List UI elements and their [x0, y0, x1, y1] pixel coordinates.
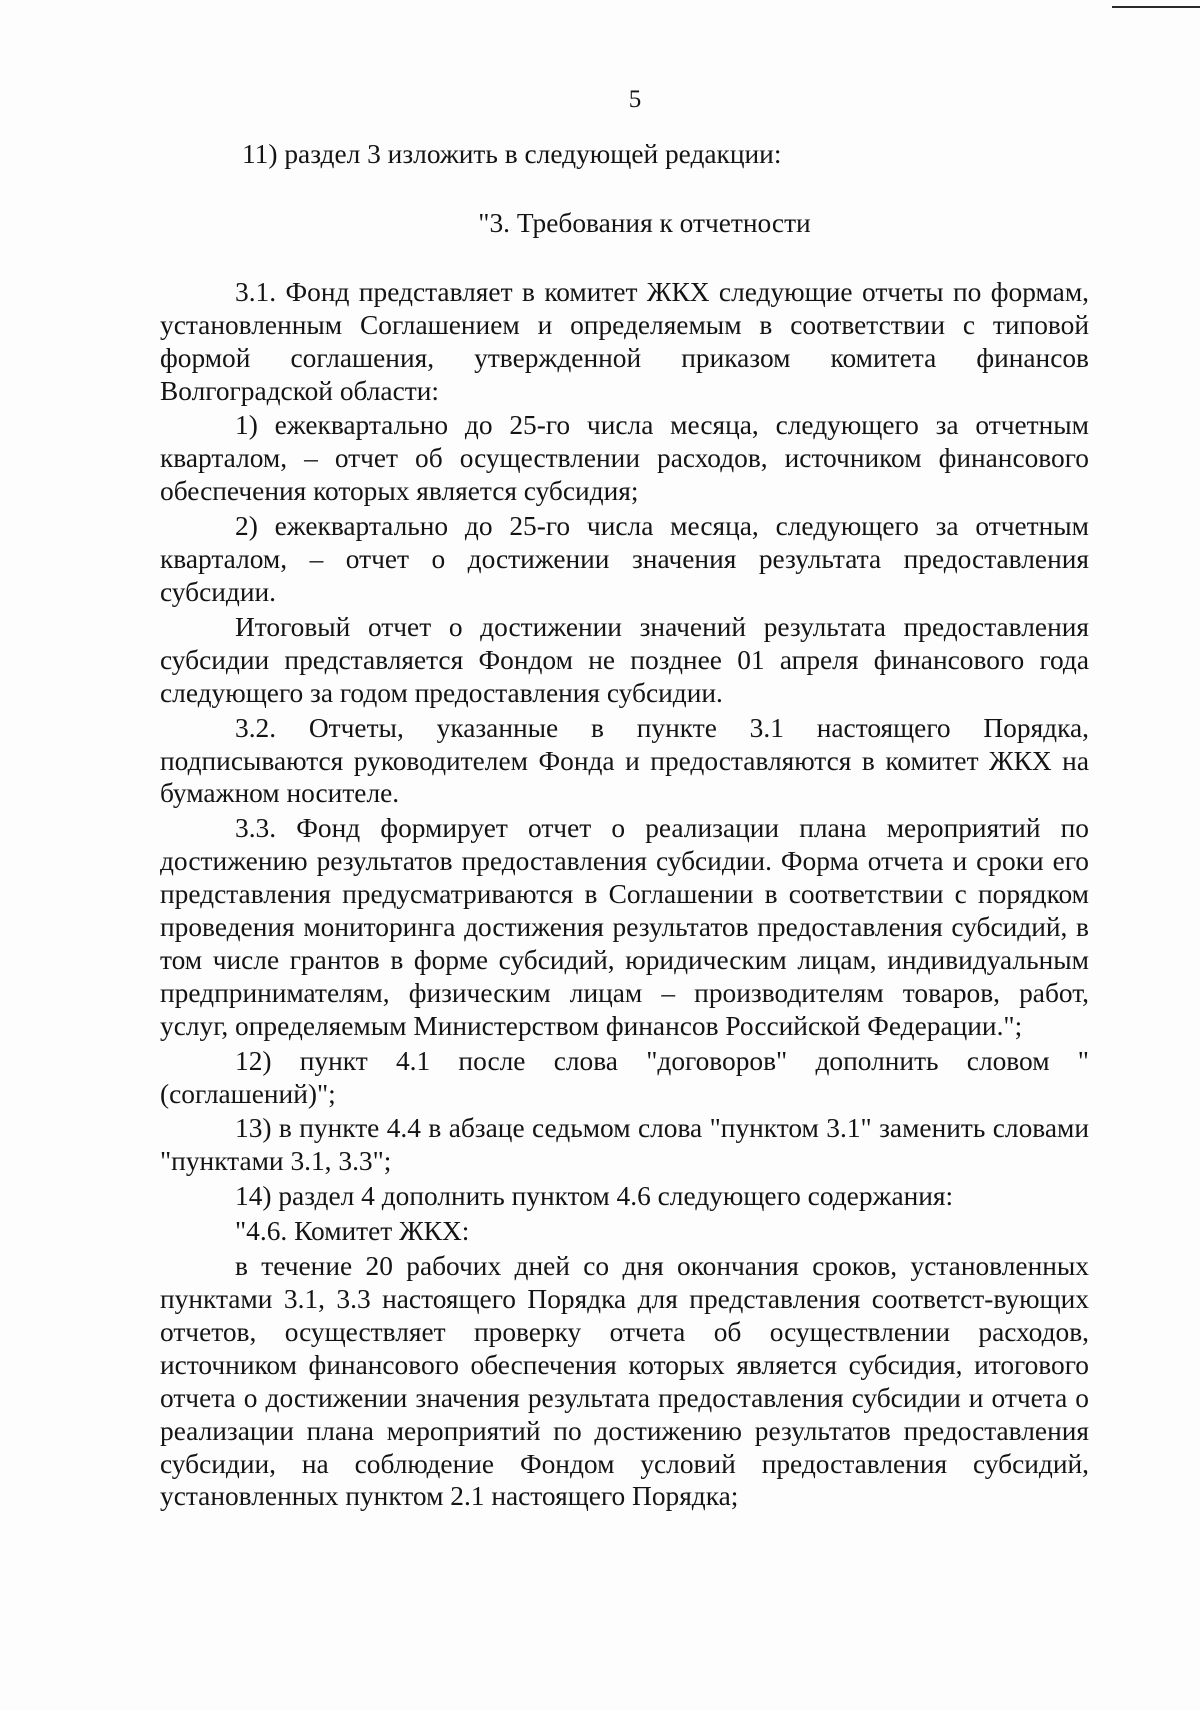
paragraph-3-2: 3.2. Отчеты, указанные в пункте 3.1 настоящего Порядка, подписываются руководителем Фонда и предоставляются в комитет ЖКХ на бумажном носителе. — [160, 712, 1089, 809]
amendment-intro: 11) раздел 3 изложить в следующей редакции: — [242, 139, 782, 169]
paragraph-3-3: 3.3. Фонд формирует отчет о реализации плана мероприятий по достижению результатов предоставления субсидии. Форма отчета и сроки его представления предусматриваются в Соглашении в соответствии с порядком проведения мониторинга достижения результатов предоставления субсидий, в том числе грантов в форме субсидий, юридическим лицам, индивидуальным предпринимателям, физическим лицам – производителям товаров, работ, услуг, определяемым Министерством финансов Российской Федерации."; — [160, 813, 1089, 1041]
paragraph-amendment-13: 13) в пункте 4.4 в абзаце седьмом слова "пунктом 3.1" заменить словами "пунктами 3.1, 3.3"; — [160, 1113, 1089, 1177]
paragraph-item-2: 2) ежеквартально до 25-го числа месяца, следующего за отчетным кварталом, – отчет о достижении значения результата предоставления субсидии. — [160, 511, 1089, 607]
scan-edge-line — [1112, 6, 1200, 8]
paragraph-4-6-heading: "4.6. Комитет ЖКХ: — [235, 1216, 470, 1247]
page-number: 5 — [628, 86, 642, 113]
paragraph-4-6-text: в течение 20 рабочих дней со дня окончания сроков, установленных пунктами 3.1, 3.3 настоящего Порядка для представления соответст-вующих отчетов, осуществляет проверку отчета об осуществлении расходов, источником финансового обеспечения которых является субсидия, итогового отчета о достижении значения результата предоставления субсидии и отчета о реализации плана мероприятий по достижению результатов предоставления субсидии, на соблюдение Фондом условий предоставления субсидий, установленных пунктом 2.1 настоящего Порядка; — [160, 1251, 1089, 1512]
document-body — [160, 138, 1089, 1513]
paragraph-amendment-14: 14) раздел 4 дополнить пунктом 4.6 следующего содержания: — [235, 1181, 954, 1212]
paragraph-item-1: 1) ежеквартально до 25-го числа месяца, следующего за отчетным кварталом, – отчет об осуществлении расходов, источником финансового обеспечения которых является субсидия; — [160, 410, 1089, 507]
paragraph-final-report: Итоговый отчет о достижении значений результата предоставления субсидии представляется Фондом не позднее 01 апреля финансового года следующего за годом предоставления субсидии. — [160, 611, 1089, 708]
paragraph-3-1: 3.1. Фонд представляет в комитет ЖКХ следующие отчеты по формам, установленным Соглашением и определяемым в соответствии с типовой формой соглашения, утвержденной приказом комитета финансов Волгоградской области: — [160, 276, 1089, 406]
paragraph-amendment-12: 12) пункт 4.1 после слова "договоров" дополнить словом "(соглашений)"; — [160, 1045, 1089, 1109]
section-title: "3. Требования к отчетности — [478, 207, 811, 238]
